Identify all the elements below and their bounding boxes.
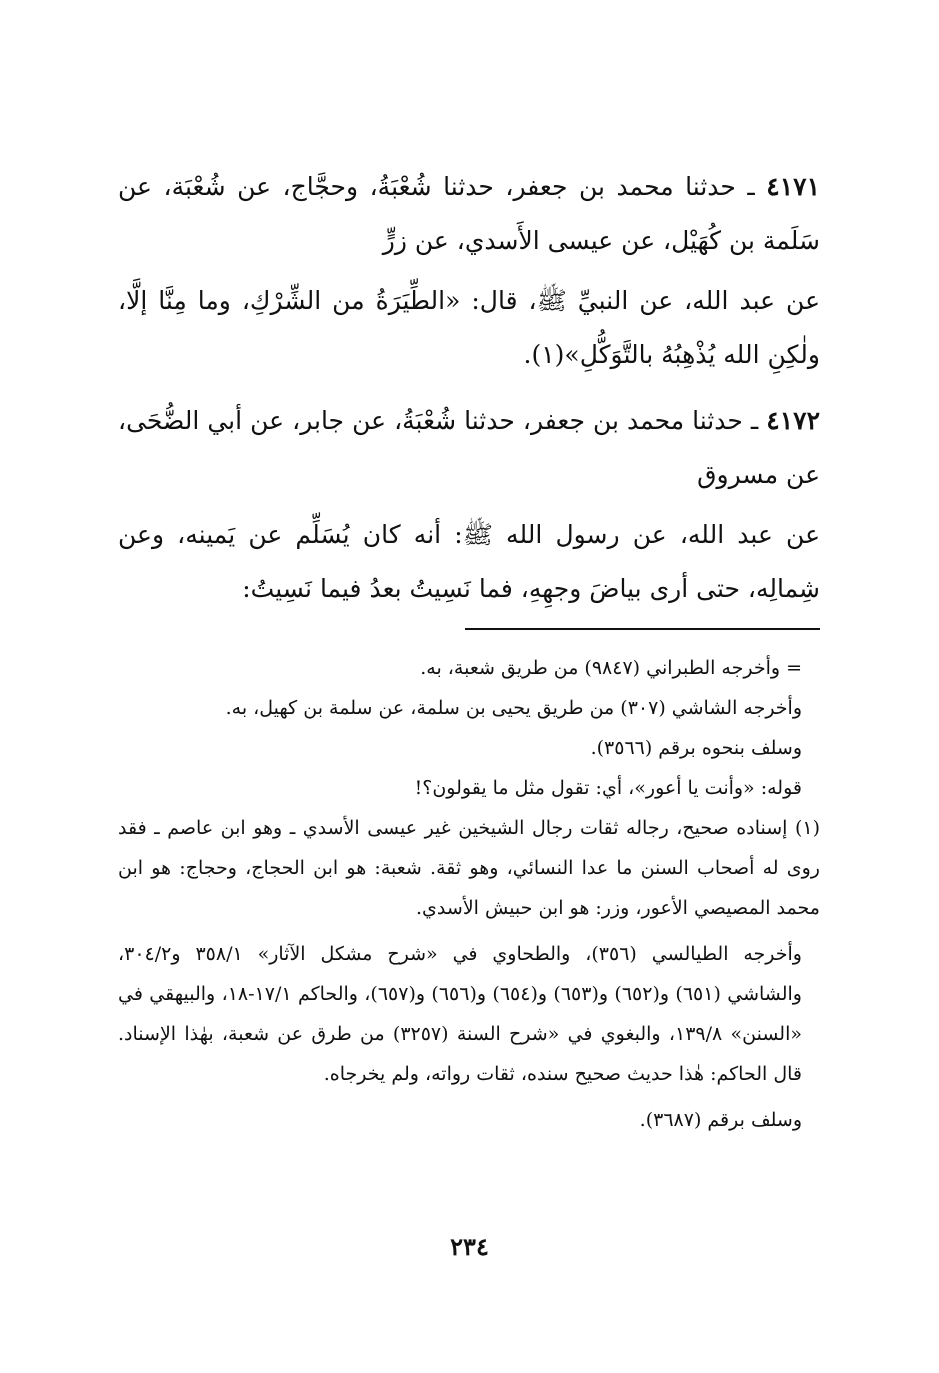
main-text: [118, 160, 820, 616]
footnote-line: وسلف بنحوه برقم (٣٥٦٦).: [590, 737, 802, 759]
footnotes: [118, 648, 820, 1140]
hadith-text: عن عبد الله، عن رسول الله ﷺ: أنه كان يُسَلِّم عن يَمينه، وعن شِمالِه، حتى أرى بياضَ وجهِهِ، فما نَسِيتُ بعدُ فيما نَسِيتُ:: [118, 520, 820, 603]
page-number: ٢٣٤: [450, 1232, 489, 1261]
isnad-text: حدثنا محمد بن جعفر، حدثنا شُعْبَةُ، عن جابر، عن أبي الضُّحَى، عن مسروق: [118, 406, 820, 489]
footnote-line: وأخرجه الطيالسي (٣٥٦)، والطحاوي في «شرح مشكل الآثار» ٣٥٨/١ و٣٠٤/٢، والشاشي (٦٥١) و(٦٥٢) و(٦٥٣) و(٦٥٤) و(٦٥٦) و(٦٥٧)، والحاكم ١٧/١-١٨، والبيهقي في «السنن» ١٣٩/٨، والبغوي في «شرح السنة (٣٢٥٧) من طرق عن شعبة، بهٰذا الإسناد. قال الحاكم: هٰذا حديث صحيح سنده، ثقات رواته، ولم يخرجاه.: [118, 943, 802, 1085]
document-page: [118, 160, 820, 1320]
hadith-number: ٤١٧٢: [766, 406, 821, 435]
isnad-text: حدثنا محمد بن جعفر، حدثنا شُعْبَةُ، وحجَّاج، عن شُعْبَة، عن سَلَمة بن كُهَيْل، عن عيسى الأَسدي، عن زرٍّ: [118, 172, 820, 255]
footnote-divider: [465, 628, 820, 630]
footnote-line: قوله: «وأنت يا أعور»، أي: تقول مثل ما يقولون؟!: [414, 777, 802, 799]
footnote-line: وأخرجه الشاشي (٣٠٧) من طريق يحيى بن سلمة، عن سلمة بن كهيل، به.: [225, 697, 802, 719]
footnote-line: = وأخرجه الطبراني (٩٨٤٧) من طريق شعبة، به.: [420, 657, 802, 679]
footnote-line: (١) إسناده صحيح، رجاله ثقات رجال الشيخين غير عيسى الأسدي ـ وهو ابن عاصم ـ فقد روى له أصحاب السنن ما عدا النسائي، وهو ثقة. شعبة: هو ابن الحجاج، وحجاج: هو ابن محمد المصيصي الأعور، وزر: هو ابن حبيش الأسدي.: [118, 817, 820, 919]
hadith-text: عن عبد الله، عن النبيِّ ﷺ، قال: «الطِّيَرَةُ من الشِّرْكِ، وما مِنَّا إلَّا، ولٰكِنِ الله يُذْهِبُهُ بالتَّوَكُّلِ»(١).: [118, 286, 820, 369]
hadith-isnad: ٤١٧١ ـ حدثنا محمد بن جعفر، حدثنا شُعْبَةُ، وحجَّاج، عن شُعْبَة، عن سَلَمة بن كُهَيْل، عن عيسى الأَسدي، عن زرٍّ: [118, 172, 820, 255]
hadith-isnad: ٤١٧٢ ـ حدثنا محمد بن جعفر، حدثنا شُعْبَةُ، عن جابر، عن أبي الضُّحَى، عن مسروق: [118, 406, 821, 489]
footnote-line: وسلف برقم (٣٦٨٧).: [639, 1109, 802, 1131]
hadith-number: ٤١٧١: [766, 172, 820, 201]
